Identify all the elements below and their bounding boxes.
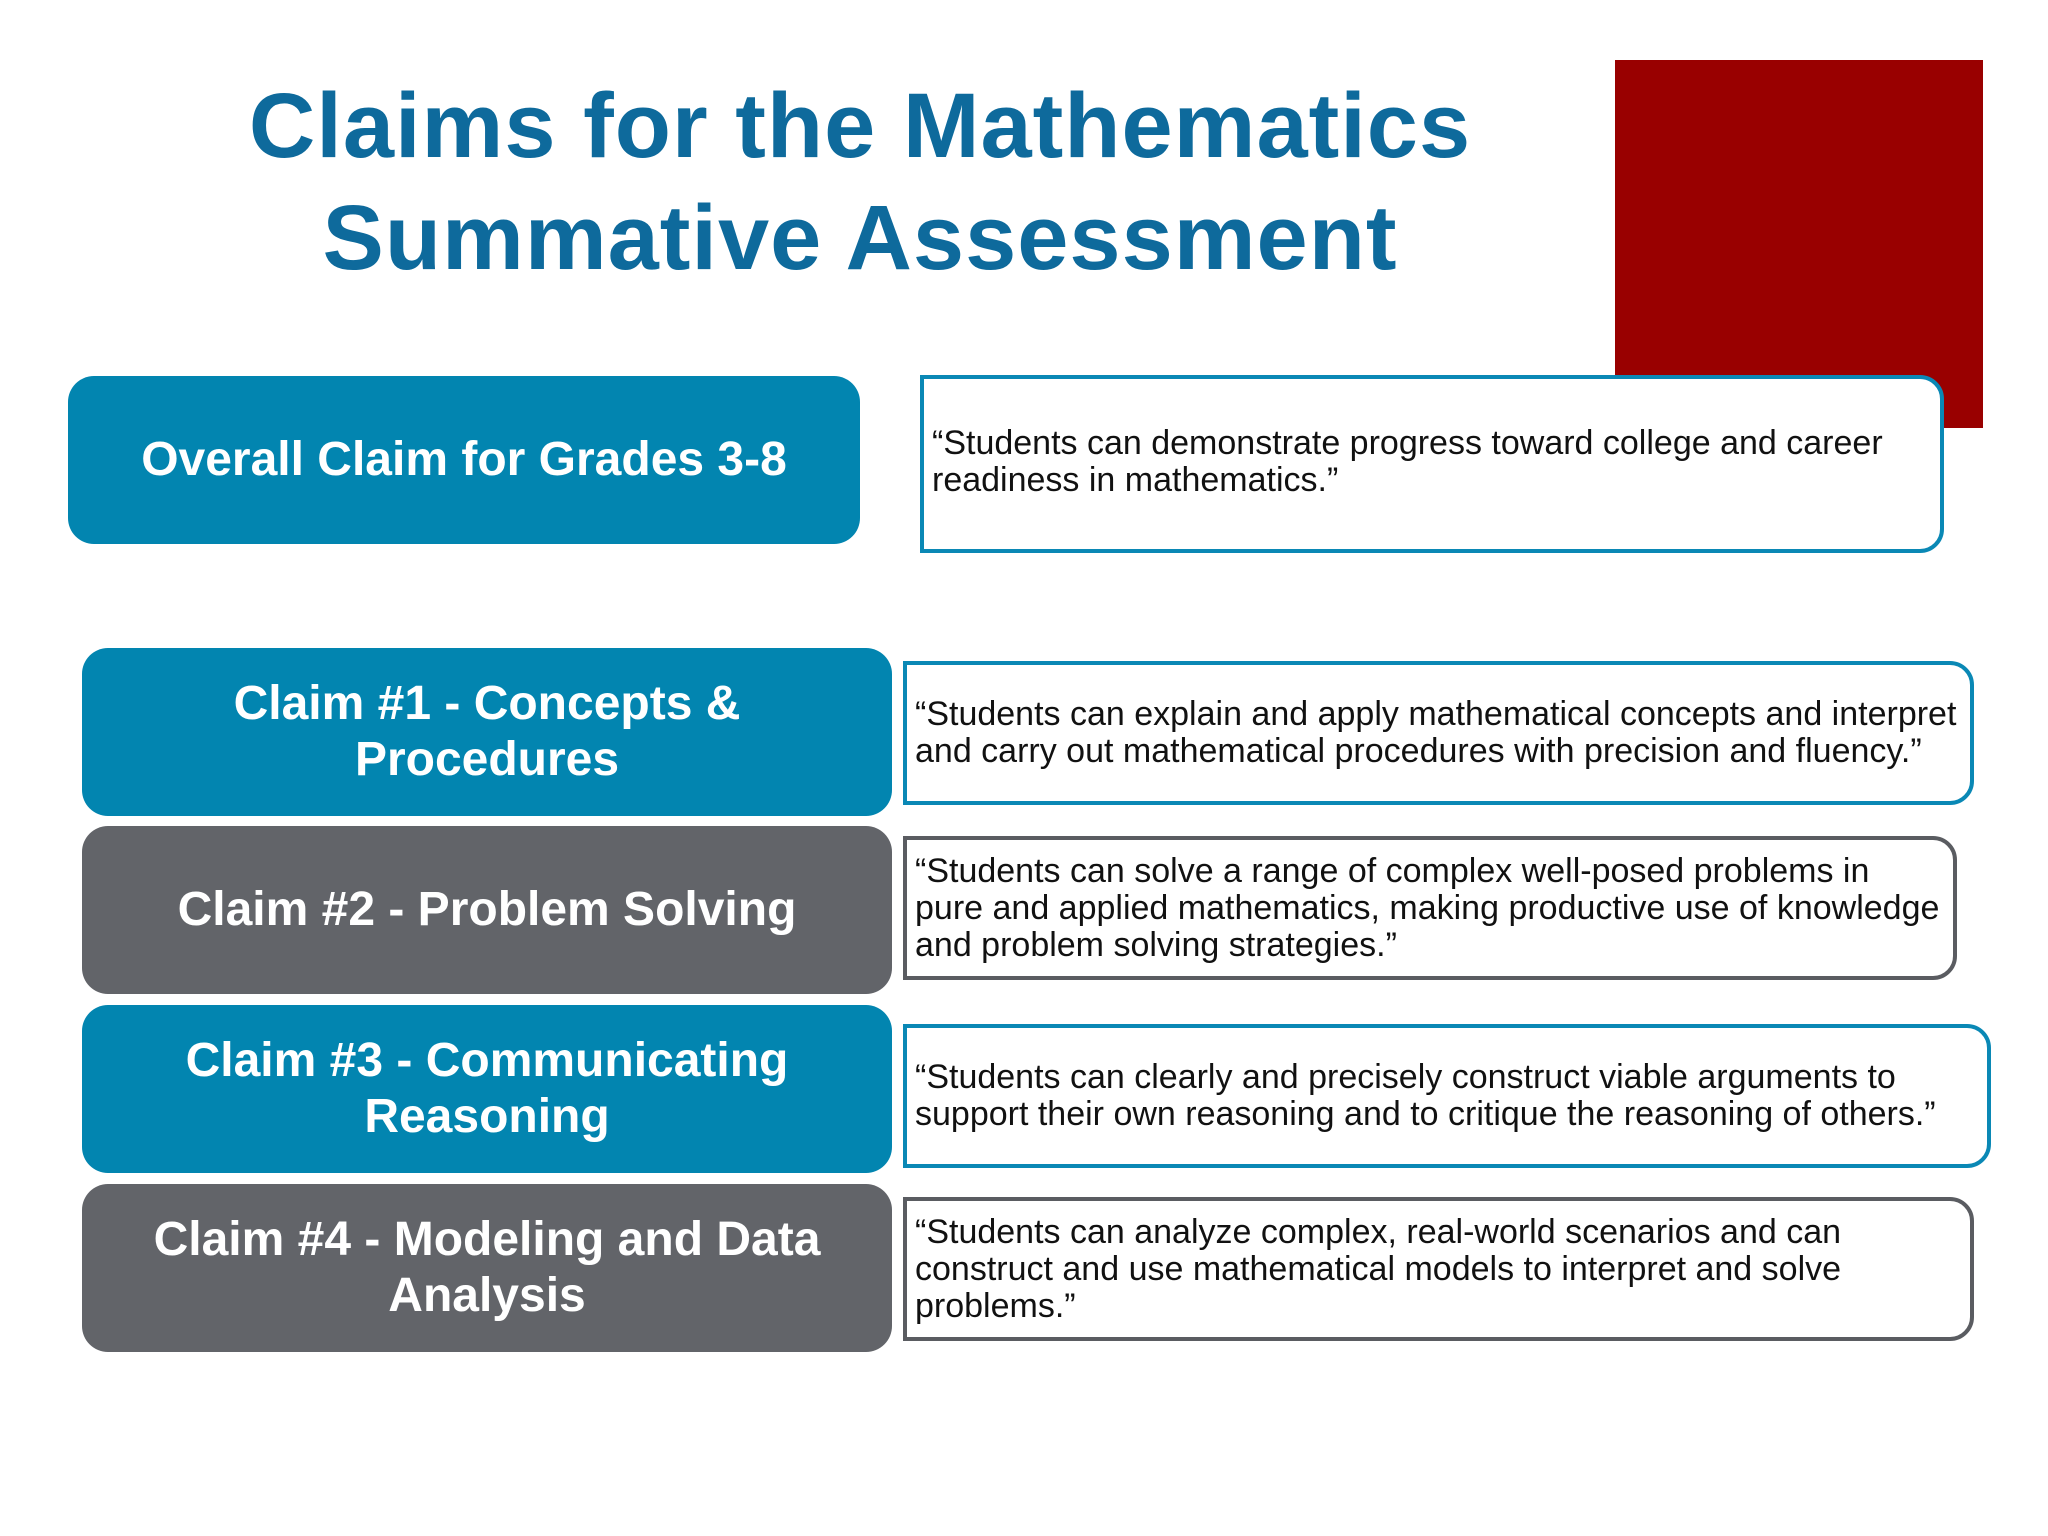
slide-title (180, 70, 1540, 294)
claim-4-label (82, 1184, 892, 1352)
claim-4-description (903, 1197, 1974, 1341)
claim-2-label (82, 826, 892, 994)
accent-square (1615, 60, 1983, 428)
claim-1-label (82, 648, 892, 816)
overall-claim-label (68, 376, 860, 544)
claim-2-description (903, 836, 1957, 980)
claim-2-description-text: “Students can solve a range of complex well-posed problems in pure and applied mathematics, making productive use of knowledge and problem solving strategies.” (915, 851, 1940, 964)
claim-3-label-text: Claim #3 - Communicating Reasoning (185, 1034, 789, 1143)
overall-claim-description (920, 375, 1944, 553)
title-line-2: Summative Assessment (322, 187, 1398, 289)
title-line-1: Claims for the Mathematics (248, 75, 1472, 177)
claim-3-description (903, 1024, 1991, 1168)
claim-1-label-text: Claim #1 - Concepts & Procedures (233, 677, 741, 786)
overall-claim-label-text: Overall Claim for Grades 3-8 (141, 433, 787, 486)
claim-2-label-text: Claim #2 - Problem Solving (177, 883, 797, 936)
claim-3-description-text: “Students can clearly and precisely construct viable arguments to support their own reasoning and to critique the reasoning of others.” (915, 1058, 1936, 1133)
claim-4-description-text: “Students can analyze complex, real-world scenarios and can construct and use mathematical models to interpret and solve problems.” (915, 1212, 1842, 1325)
claim-3-label (82, 1005, 892, 1173)
claim-1-description (903, 661, 1974, 805)
claim-4-label-text: Claim #4 - Modeling and Data Analysis (153, 1213, 821, 1322)
claim-1-description-text: “Students can explain and apply mathematical concepts and interpret and carry out mathematical procedures with precision and fluency.” (915, 695, 1957, 770)
overall-claim-description-text: “Students can demonstrate progress toward college and career readiness in mathematics.” (932, 424, 1883, 499)
